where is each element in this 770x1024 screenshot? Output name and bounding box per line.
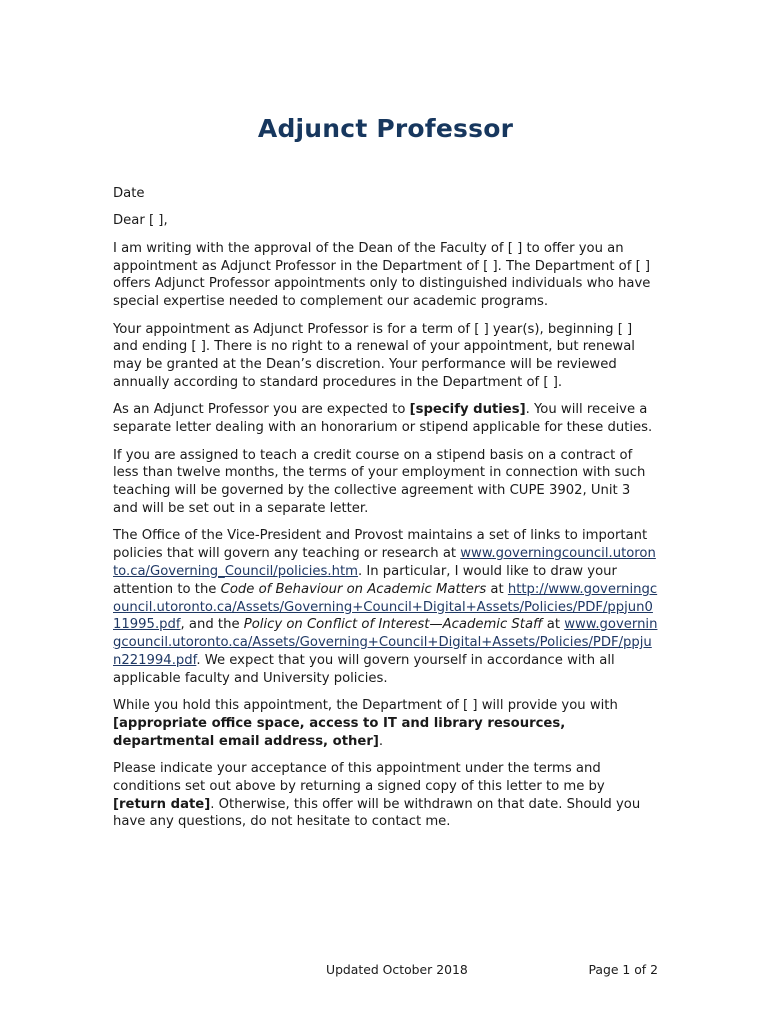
paragraph-acceptance: Please indicate your acceptance of this appointment under the terms and conditions set out above by returning a signed copy of this letter to me by [return date]. Otherwise, this offer will be withdrawn on that date. Should you have any questions, do not hesitate to contact me. <box>113 761 641 830</box>
conflict-of-interest-link[interactable]: www.governingcouncil.utoronto.ca/Assets/Governing+Council+Digital+Assets/Policies/PDF/ppjun221994.pdf <box>113 617 658 668</box>
duties-placeholder: [specify duties] <box>409 402 526 418</box>
return-date-placeholder: [return date] <box>113 796 211 812</box>
paragraph-term: Your appointment as Adjunct Professor is for a term of [ ] year(s), beginning [ ] and ending [ ]. There is no right to a renewal of your appointment, but renewal may be granted at the Dean’s discretion. Your performance will be reviewed annually according to standard procedures in the Department of [ ]. <box>113 321 635 390</box>
salutation: Dear [ ], <box>113 213 168 229</box>
paragraph-duties: As an Adjunct Professor you are expected to [specify duties]. You will receive a separate letter dealing with an honorarium or stipend applicable for these duties. <box>113 402 653 436</box>
date-line: Date <box>113 186 145 201</box>
code-of-behaviour-title: Code of Behaviour on Academic Matters <box>220 581 487 597</box>
resources-placeholder: [appropriate office space, access to IT and library resources, departmental email address, other] <box>113 715 566 749</box>
footer-page-number: Page 1 of 2 <box>588 962 658 977</box>
paragraph-resources: While you hold this appointment, the Department of [ ] will provide you with [appropriate office space, access to IT and library resources, departmental email address, other]. <box>113 698 618 749</box>
conflict-of-interest-title: Policy on Conflict of Interest—Academic Staff <box>243 617 543 633</box>
letter-body <box>113 185 658 841</box>
document-title: Adjunct Professor <box>257 114 514 143</box>
footer-updated: Updated October 2018 <box>326 962 468 977</box>
paragraph-offer: I am writing with the approval of the Dean of the Faculty of [ ] to offer you an appointment as Adjunct Professor in the Department of [ ]. The Department of [ ] offers Adjunct Professor appointments only to distinguished individuals who have special expertise needed to complement our academic programs. <box>113 240 651 310</box>
paragraph-teaching: If you are assigned to teach a credit course on a stipend basis on a contract of less than twelve months, the terms of your employment in connection with such teaching will be governed by the collective agreement with CUPE 3902, Unit 3 and will be set out in a separate letter. <box>113 447 646 516</box>
paragraph-policies: The Office of the Vice-President and Provost maintains a set of links to important policies that will govern any teaching or research at www.governingcouncil.utoronto.ca/Governing_Council/policies.htm. In particular, I would like to draw your attention to the Code of Behaviour on Academic Matters at http://www.governingcouncil.utoronto.ca/Assets/Governing+Council+Digital+Assets/Policies/PDF/ppjun011995.pdf, and the Policy on Conflict of Interest—Academic Staff at www.governingcouncil.utoronto.ca/Assets/Governing+Council+Digital+Assets/Policies/PDF/ppjun221994.pdf. We expect that you will govern yourself in accordance with all applicable faculty and University policies. <box>113 528 658 686</box>
policies-link[interactable]: www.governingcouncil.utoronto.ca/Governing_Council/policies.htm <box>113 546 656 579</box>
code-of-behaviour-link[interactable]: http://www.governingcouncil.utoronto.ca/Assets/Governing+Council+Digital+Assets/Policies/PDF/ppjun011995.pdf <box>113 581 658 633</box>
letter-page <box>113 0 658 1024</box>
